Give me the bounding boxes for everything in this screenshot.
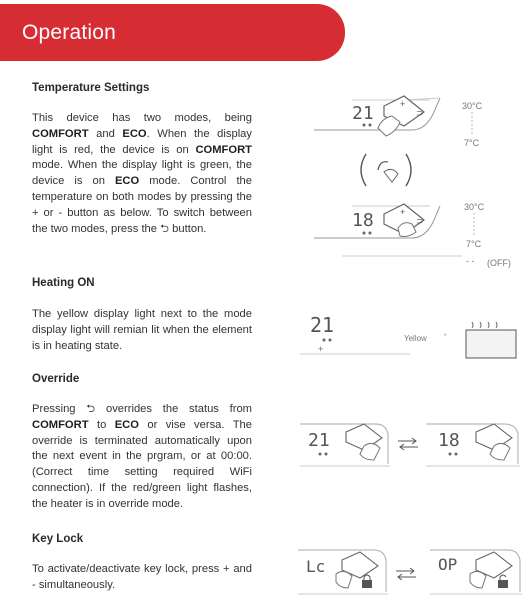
mode-switch-icon: ⮌ (160, 222, 170, 235)
temperature-settings-heading: Temperature Settings (32, 82, 150, 94)
switch-arrows-icon (396, 436, 420, 452)
temperature-settings-text: This device has two modes, being COMFORT and ECO. When the display light is red, the device is on COMFORT mode. When the display light is green, the device is on ECO mode. Control the temperature on both modes by pressing the + or - button as below. To switch between the two modes, press the ⮌ button. (32, 112, 252, 235)
display-value: 21 (308, 430, 330, 451)
off-dashes: - - (466, 256, 475, 266)
override-text: Pressing ⮌ overrides the status from COMFORT to ECO or vise versa. The override is terminated automatically upon the next event in the prgram, or at 00:00. (Correct time setting required WiFi connection). If the red/green light flashes, the heater is in override mode. (32, 403, 252, 510)
override-comfort-panel-figure (298, 420, 390, 468)
svg-text:+: + (400, 99, 406, 109)
display-value: 18 (352, 210, 374, 231)
pressing-hand-icon (378, 116, 400, 136)
display-value: OP (438, 555, 458, 574)
min-temp-label: 7°C (466, 239, 482, 249)
heater-icon (464, 316, 518, 360)
off-label: (OFF) (487, 258, 511, 268)
display-value: Lc (306, 557, 326, 576)
mode-switch-figure (358, 148, 414, 192)
temp-range-line (472, 213, 476, 237)
temp-range-line (470, 112, 474, 136)
override-heading: Override (32, 373, 80, 385)
eco-control-panel-figure (312, 198, 442, 250)
svg-text:⊃: ⊃ (416, 216, 424, 226)
comfort-control-panel-figure (312, 92, 442, 144)
display-value: 18 (438, 430, 460, 451)
lock-icon (362, 580, 372, 588)
display-value: 21 (352, 103, 374, 124)
switch-arrows-icon (394, 566, 418, 582)
display-value: 21 (310, 313, 335, 337)
page-title: Operation (22, 21, 117, 44)
key-lock-text: To activate/deactivate key lock, press + and - simultaneously. (32, 563, 252, 591)
keylock-on-panel-figure (296, 546, 388, 596)
yellow-light-label: Yellow (404, 334, 427, 343)
svg-text:+: + (318, 344, 324, 354)
svg-text:⊃: ⊃ (416, 108, 424, 118)
panel-base-line (342, 252, 462, 260)
svg-text:+: + (400, 207, 406, 217)
mode-switch-icon: ⮌ (86, 403, 96, 415)
heating-on-heading: Heating ON (32, 277, 95, 289)
indicator-dot: • (444, 332, 447, 339)
section-banner (0, 4, 345, 61)
unlock-icon (498, 580, 508, 588)
keylock-off-panel-figure (428, 546, 522, 596)
heating-on-text: The yellow display light next to the mode display light will remian lit when the element is in heating state. (32, 308, 252, 352)
heating-display-figure (300, 306, 410, 356)
key-lock-heading: Key Lock (32, 533, 84, 545)
override-eco-panel-figure (424, 420, 520, 468)
min-temp-label: 7°C (464, 138, 480, 148)
max-temp-label: 30°C (464, 202, 485, 212)
max-temp-label: 30°C (462, 101, 483, 111)
